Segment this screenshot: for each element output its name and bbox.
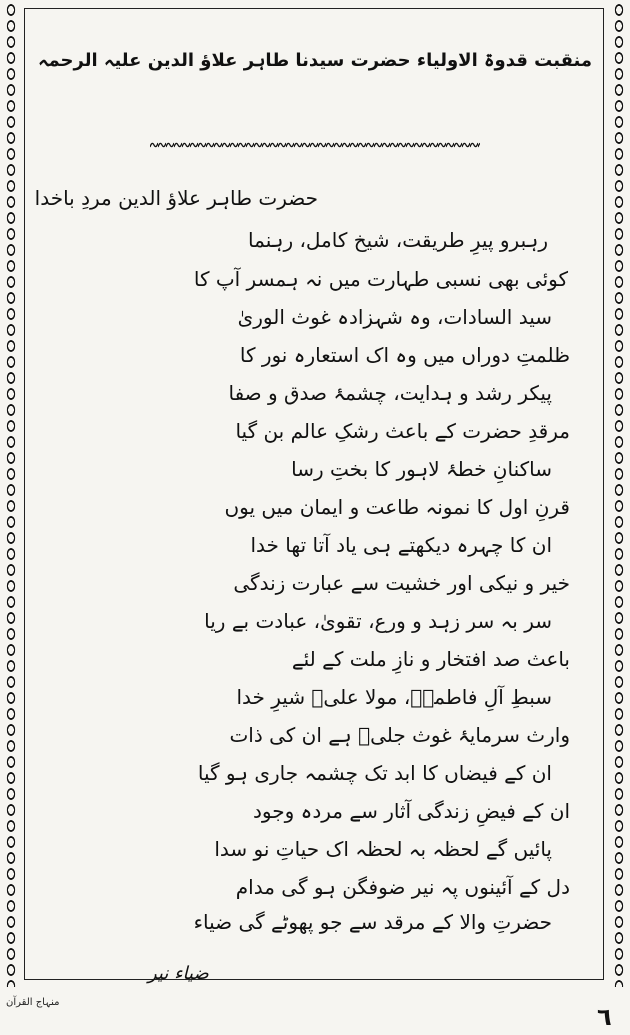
- verse-line: سر بہ سر زہد و ورع، تقویٰ، عبادت بے ریا: [204, 609, 552, 633]
- page-title: منقبت قدوۃ الاولیاء حضرت سیدنا طاہر علاؤ الدین علیہ الرحمہ: [37, 50, 593, 71]
- verse-line: حضرت طاہر علاؤ الدین مردِ باخدا: [34, 186, 318, 210]
- verse-line: رہبرو پیرِ طریقت، شیخ کامل، رہنما: [248, 228, 548, 252]
- verse-line: ظلمتِ دوراں میں وہ اک استعارہ نور کا: [239, 343, 570, 367]
- verse-line: وارث سرمایۂ غوث جلیؒ ہے ان کی ذات: [229, 723, 570, 747]
- page-frame: [24, 8, 604, 980]
- publisher-logo: منہاج القرآن: [6, 997, 60, 1008]
- verse-line: باعث صد افتخار و نازِ ملت کے لئے: [291, 647, 570, 671]
- verse-line: مرقدِ حضرت کے باعث رشکِ عالم بن گیا: [235, 419, 570, 443]
- verse-line: پائیں گے لحظہ بہ لحظہ اک حیاتِ نو سدا: [214, 837, 552, 861]
- verse-line: ساکنانِ خطۂ لاہور کا بختِ رسا: [291, 457, 552, 481]
- verse-line: پیکر رشد و ہدایت، چشمۂ صدق و صفا: [228, 381, 552, 405]
- verse-line: سبطِ آلِ فاطمہؓ، مولا علیؓ شیرِ خدا: [236, 685, 552, 709]
- verse-line: دل کے آئینوں پہ نیر ضوفگن ہو گی مدام: [235, 875, 570, 899]
- poet-signature: ضیاء نیر: [148, 963, 209, 984]
- verse-line: سید السادات، وہ شہزادہ غوث الوریٰ: [237, 305, 552, 329]
- ornamental-divider: [150, 140, 480, 150]
- verse-line: کوئی بھی نسبی طہارت میں نہ ہمسر آپ کا: [193, 267, 568, 291]
- verse-line: ان کا چہرہ دیکھتے ہی یاد آتا تھا خدا: [250, 533, 552, 557]
- verse-line: ان کے فیضِ زندگی آثار سے مردہ وجود: [253, 799, 570, 823]
- verse-line: ان کے فیضاں کا ابد تک چشمہ جاری ہو گیا: [197, 761, 552, 785]
- left-chain-border: [2, 2, 20, 987]
- page-number: ٦: [597, 1003, 612, 1031]
- verse-line: خیر و نیکی اور خشیت سے عبارت زندگی: [233, 571, 570, 595]
- verse-line: حضرتِ والا کے مرقد سے جو پھوٹے گی ضیاء: [193, 910, 552, 934]
- right-chain-border: [610, 2, 628, 987]
- verse-line: قرنِ اول کا نمونہ طاعت و ایمان میں یوں: [224, 495, 570, 519]
